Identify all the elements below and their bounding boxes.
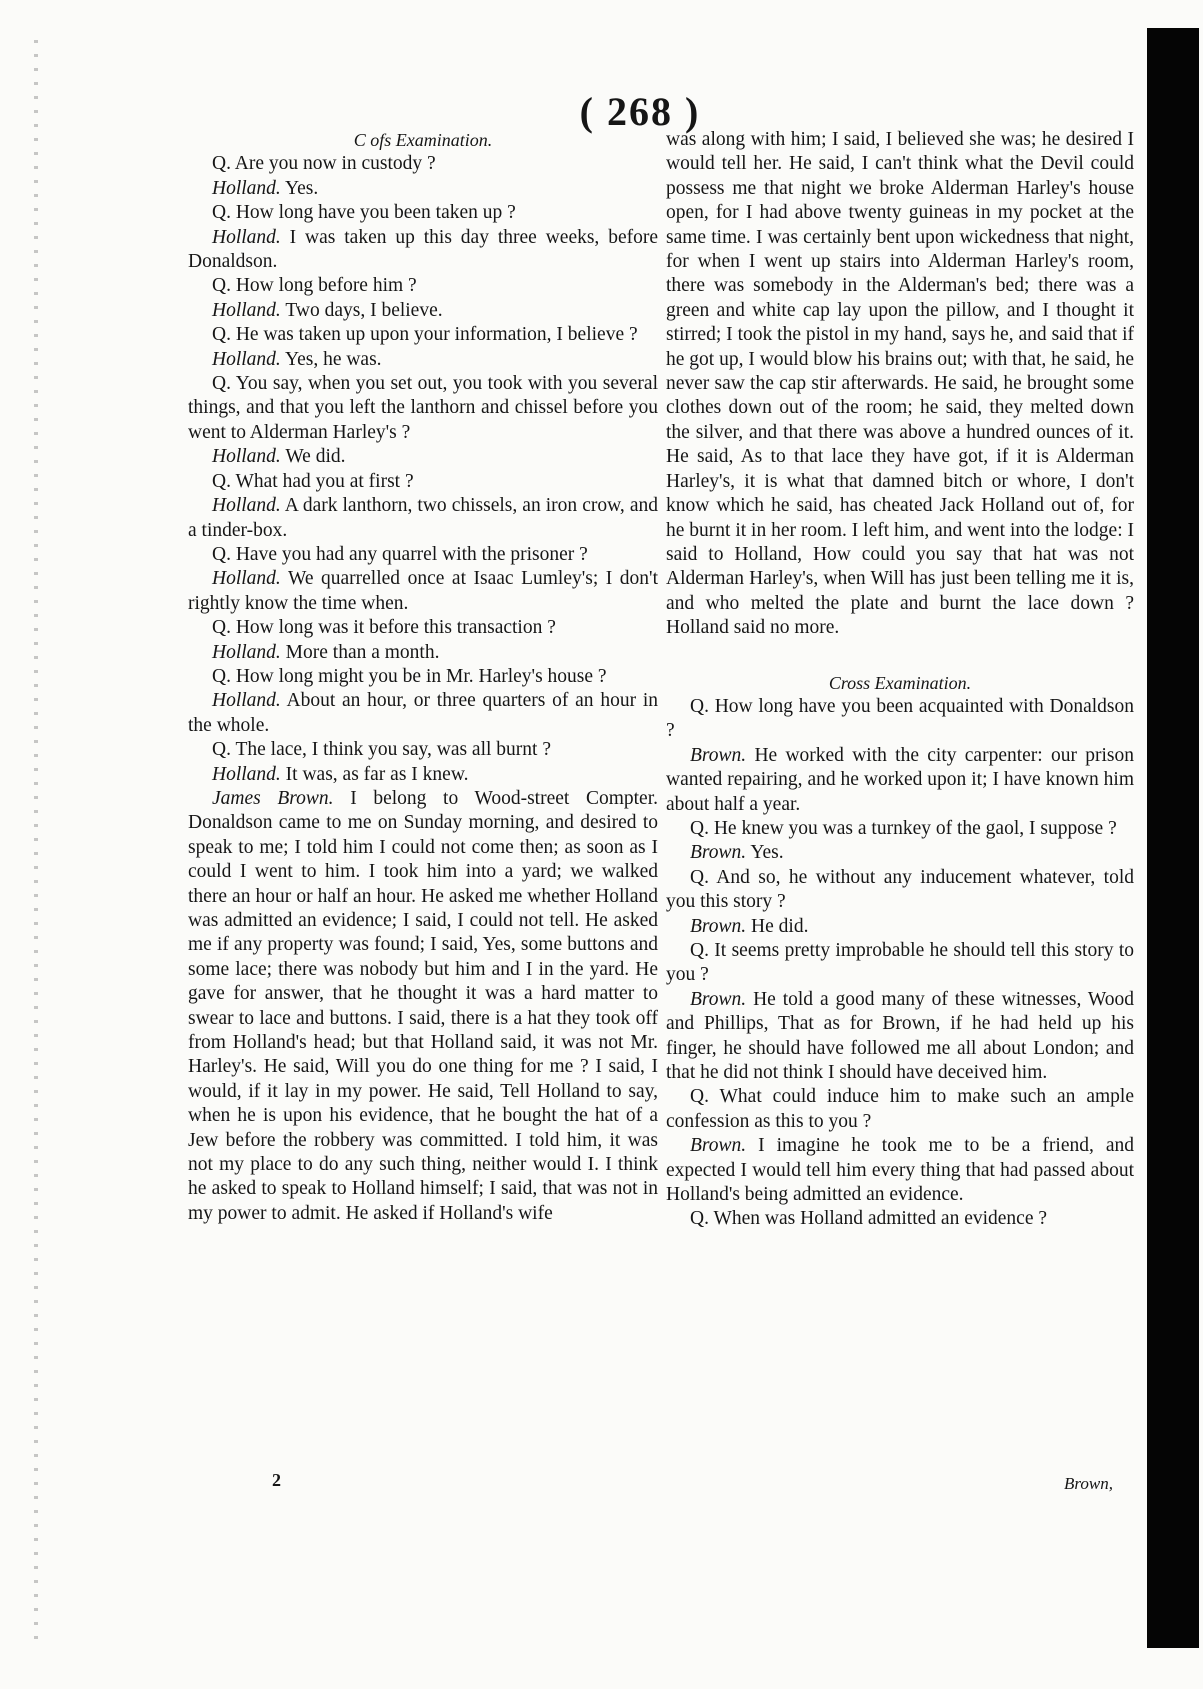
page-edge-shadow	[34, 40, 38, 1640]
question-paragraph: Q. What had you at first ?	[212, 470, 414, 492]
question-paragraph: Q. He knew you was a turnkey of the gaol, I suppose ?	[690, 817, 1117, 839]
speaker-name: Holland.	[212, 568, 281, 590]
section-heading: Cross Examination.	[828, 672, 972, 693]
answer-paragraph	[188, 226, 658, 275]
speaker-name: Brown.	[690, 915, 747, 937]
answer-text: Yes.	[280, 177, 319, 199]
speaker-name: Brown.	[690, 1135, 747, 1157]
question-paragraph: Q. When was Holland admitted an evidence ?	[690, 1208, 1048, 1230]
continued-paragraph: was along with him; I said, I believed she was; he desired I would tell her. He said, I can't think what the Devil could possess me that night we broke Alderman Harley's house open, for I had above twenty guineas in my pocket at the same time. I was certainly bent upon wickedness that night, for when I went up stairs into Alderman Harley's room, there was somebody in the Alderman's bed; there was a green and white cap lay upon the pillow, and I thought it stirred; I took the pistol in my hand, says he, and said that if he got up, I would blow his brains out; with that, he said, he never saw the cap stir afterwards. He said, he brought some clothes down out of the room; he said, they melted down the silver, and that there was above a hundred ounces of it. He said, As to that lace they have got, if it is Alderman Harley's, it is what that damned bitch or whore, I don't know which he said, has cheated Jack Holland out of, for he burnt it in her room. I left him, and went into the lodge: I said to Holland, How could you say that hat was not Alderman Harley's, when Will has just been telling me it is, and who melted the plate and burnt the lace down ? Holland said no more.	[666, 129, 1134, 639]
question-paragraph: Q. How long might you be in Mr. Harley's house ?	[212, 665, 607, 687]
speaker-name: Holland.	[212, 177, 281, 199]
question-paragraph: Q. How long have you been taken up ?	[212, 202, 516, 224]
question-paragraph: Q. Have you had any quarrel with the prisoner ?	[212, 543, 588, 565]
question-paragraph: Q. What could induce him to make such an ample confession as this to you ?	[666, 1086, 1134, 1132]
question-paragraph: Q. The lace, I think you say, was all burnt ?	[212, 739, 551, 761]
answer-paragraph	[666, 744, 1134, 817]
speaker-name: Brown.	[690, 988, 747, 1010]
answer-paragraph	[188, 348, 658, 372]
question-paragraph: Q. He was taken up upon your information, I believe ?	[212, 324, 638, 346]
answer-paragraph	[666, 1134, 1134, 1207]
question-paragraph: Q. How long was it before this transaction ?	[212, 617, 556, 639]
answer-text: Two days, I believe.	[280, 299, 443, 321]
answer-text: I belong to Wood-street Compter. Donaldson came to me on Sunday morning, and desired to speak to me; I told him I could not come then; as soon as I could I went to him. I took him into a yard; we walked there an hour or half an hour. He asked me whether Holland was admitted an evidence; I said, I could not tell. He asked me if any property was found; I said, Yes, some buttons and some lace; there was nobody but him and I in the yard. He gave for answer, that he thought it was a hard matter to swear to lace and buttons. I said, there is a hat they took off from Holland's head; but that Holland said, it was not Mr. Harley's. He said, Will you do one thing for me ? I said, I would, if it lay in my power. He said, Tell Holland to say, when he is upon his evidence, that he bought the hat of a Jew before the robbery was committed. I told him, it was not my place to do any such thing, neither would I. I think he asked to speak to Holland himself; I said, that was not in my power to admit. He asked if Holland's wife	[188, 787, 658, 1224]
speaker-name: Holland.	[212, 446, 281, 468]
speaker-name: Holland.	[212, 495, 281, 517]
speaker-name: Holland.	[212, 348, 281, 370]
answer-text: We did.	[280, 446, 346, 468]
page-binding-edge	[1147, 28, 1199, 1648]
answer-paragraph	[188, 177, 658, 201]
speaker-name: Holland.	[212, 299, 281, 321]
answer-text: I was taken up this day three weeks, before Donaldson.	[188, 226, 658, 273]
answer-paragraph	[188, 641, 658, 665]
question-paragraph: Q. How long have you been acquainted with Donaldson ?	[666, 695, 1134, 742]
question-paragraph: Q. Are you now in custody ?	[212, 153, 436, 175]
answer-paragraph	[188, 445, 658, 469]
speaker-name: Brown.	[690, 842, 747, 864]
answer-text: A dark lanthorn, two chissels, an iron crow, and a tinder-box.	[188, 495, 658, 541]
catchword: Brown,	[1064, 1474, 1113, 1493]
left-column	[188, 128, 658, 1226]
answer-paragraph	[188, 299, 658, 323]
answer-text: He told a good many of these witnesses, Wood and Phillips, That as for Brown, if he had held up his finger, he should have followed me all about London; and that he did not think I should have deceived him.	[666, 988, 1134, 1084]
speaker-name: James Brown.	[212, 787, 334, 809]
answer-paragraph	[188, 763, 658, 787]
question-paragraph: Q. You say, when you set out, you took with you several things, and that you left the lanthorn and chissel before you went to Alderman Harley's ?	[188, 373, 658, 443]
speaker-name: Brown.	[690, 744, 747, 766]
answer-paragraph	[666, 988, 1134, 1086]
speaker-name: Holland.	[212, 690, 281, 712]
answer-text: More than a month.	[280, 641, 440, 663]
question-paragraph: Q. How long before him ?	[212, 275, 417, 297]
answer-text: Yes, he was.	[280, 348, 382, 370]
answer-paragraph	[188, 567, 658, 616]
section-heading: C ofs Examination.	[353, 130, 493, 150]
answer-paragraph	[666, 915, 1134, 939]
answer-paragraph	[666, 841, 1134, 865]
answer-text: He did.	[746, 915, 809, 937]
answer-text: I imagine he took me to be a friend, and expected I would tell him every thing that had passed about Holland's being admitted an evidence.	[666, 1135, 1134, 1206]
right-column	[666, 128, 1134, 1232]
speaker-name: Holland.	[212, 226, 281, 248]
answer-text: We quarrelled once at Isaac Lumley's; I don't rightly know the time when.	[188, 568, 658, 614]
speaker-name: Holland.	[212, 641, 281, 663]
page-number: ( 268 )	[579, 89, 701, 134]
question-paragraph: Q. And so, he without any inducement whatever, told you this story ?	[666, 866, 1134, 913]
speaker-name: Holland.	[212, 763, 281, 785]
answer-text: About an hour, or three quarters of an hour in the whole.	[188, 690, 658, 736]
answer-paragraph	[188, 689, 658, 738]
answer-text: Yes.	[746, 842, 784, 864]
answer-paragraph	[188, 787, 658, 1226]
question-paragraph: Q. It seems pretty improbable he should tell this story to you ?	[666, 940, 1134, 986]
signature-mark: 2	[272, 1470, 281, 1490]
answer-paragraph	[188, 494, 658, 543]
answer-text: He worked with the city carpenter: our prison wanted repairing, and he worked upon it; I have known him about half a year.	[666, 744, 1134, 815]
answer-text: It was, as far as I knew.	[280, 763, 469, 785]
